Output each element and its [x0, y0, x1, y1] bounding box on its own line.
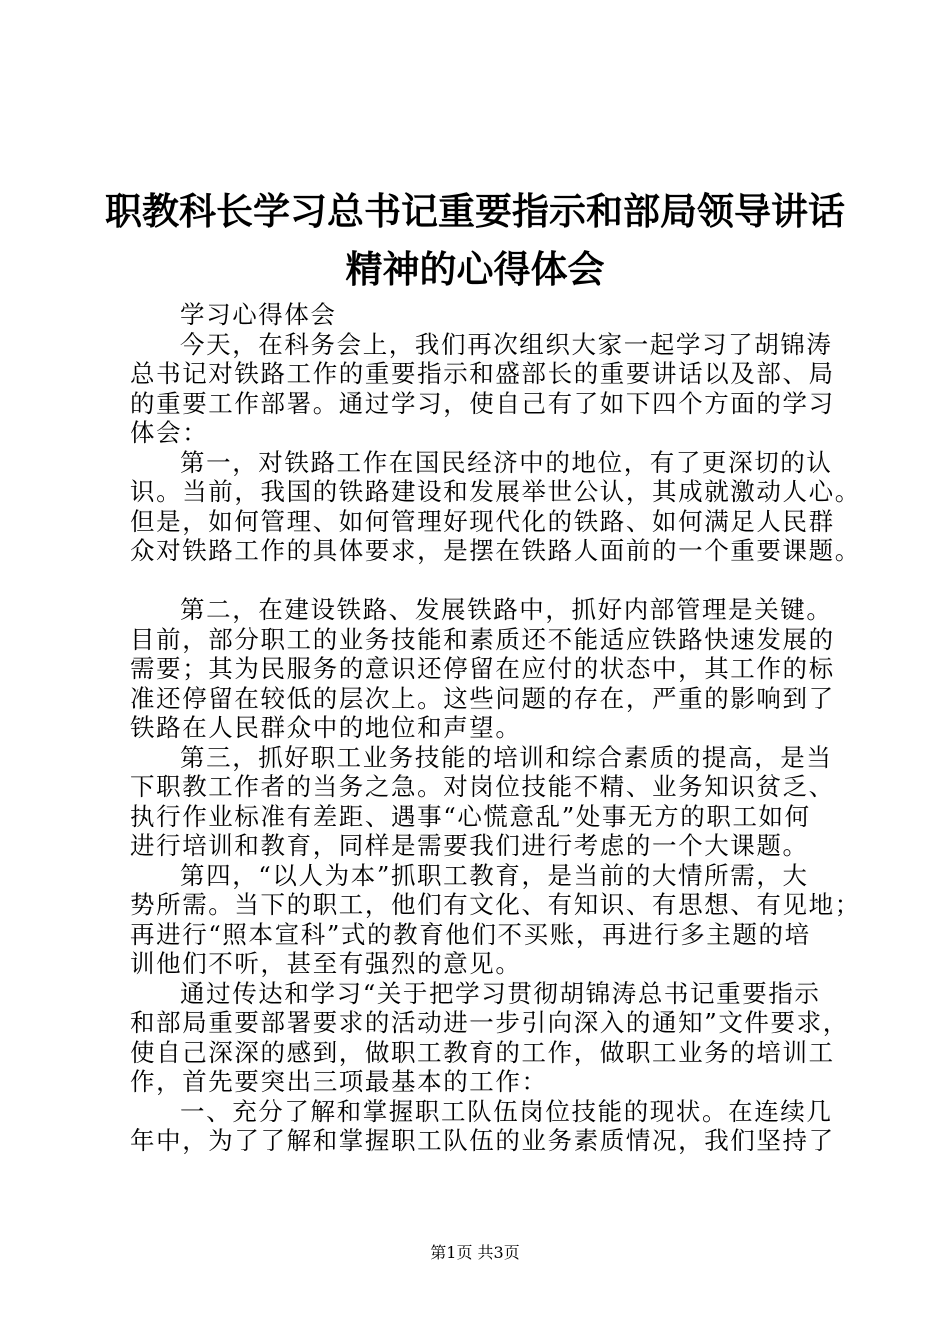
body-line: 准还停留在较低的层次上。这些问题的存在，严重的影响到了: [130, 683, 835, 713]
body-line: 的重要工作部署。通过学习，使自己有了如下四个方面的学习: [130, 388, 835, 418]
body-line: 第二，在建设铁路、发展铁路中，抓好内部管理是关键。: [180, 595, 833, 624]
body-line: 训他们不听，甚至有强烈的意见。: [130, 949, 522, 978]
body-line: 势所需。当下的职工，他们有文化、有知识、有思想、有见地；: [130, 890, 861, 919]
body-line: 需要；其为民服务的意识还停留在应付的状态中，其工作的标: [130, 654, 835, 683]
body-line: 学习心得体会: [180, 300, 337, 329]
body-line: 年中，为了了解和掌握职工队伍的业务素质情况，我们坚持了: [130, 1126, 835, 1155]
body-line: 众对铁路工作的具体要求，是摆在铁路人面前的一个重要课题。: [130, 536, 861, 565]
document-title-line-2: 精神的心得体会: [345, 247, 605, 291]
body-line: 和部局重要部署要求的活动进一步引向深入的通知”文件要求，: [130, 1008, 849, 1037]
body-line: 第三，抓好职工业务技能的培训和综合素质的提高，是当: [180, 742, 833, 772]
page-number-footer: 第1页 共3页: [430, 1243, 520, 1262]
body-line: 今天，在科务会上，我们再次组织大家一起学习了胡锦涛: [180, 329, 833, 359]
body-line: 体会：: [130, 418, 209, 447]
body-line: 铁路在人民群众中的地位和声望。: [130, 713, 522, 742]
document-title-line-1: 职教科长学习总书记重要指示和部局领导讲话: [105, 189, 845, 233]
body-line: 通过传达和学习“关于把学习贯彻胡锦涛总书记重要指示: [180, 978, 821, 1008]
body-line: 识。当前，我国的铁路建设和发展举世公认，其成就激动人心。: [130, 477, 861, 506]
body-line: 使自己深深的感到，做职工教育的工作，做职工业务的培训工: [130, 1037, 835, 1067]
body-line: 执行作业标准有差距、遇事“心慌意乱”处事无方的职工如何: [130, 801, 811, 831]
document-body: [130, 300, 861, 1156]
body-line: 但是，如何管理、如何管理好现代化的铁路、如何满足人民群: [130, 506, 835, 536]
body-line: 第一，对铁路工作在国民经济中的地位，有了更深切的认: [180, 447, 833, 477]
body-line: 进行培训和教育，同样是需要我们进行考虑的一个大课题。: [130, 831, 809, 860]
body-line: 作，首先要突出三项最基本的工作：: [130, 1067, 548, 1096]
body-line: 总书记对铁路工作的重要指示和盛部长的重要讲话以及部、局: [130, 359, 835, 388]
body-line: 再进行“照本宣科”式的教育他们不买账，再进行多主题的培: [130, 919, 811, 949]
body-line: 一、充分了解和掌握职工队伍岗位技能的现状。在连续几: [180, 1096, 833, 1126]
body-line: 目前，部分职工的业务技能和素质还不能适应铁路快速发展的: [130, 624, 835, 654]
paragraph-gap: [130, 566, 850, 596]
body-line: 第四，“以人为本”抓职工教育，是当前的大情所需，大: [180, 860, 809, 890]
body-line: 下职教工作者的当务之急。对岗位技能不精、业务知识贫乏、: [130, 772, 835, 801]
